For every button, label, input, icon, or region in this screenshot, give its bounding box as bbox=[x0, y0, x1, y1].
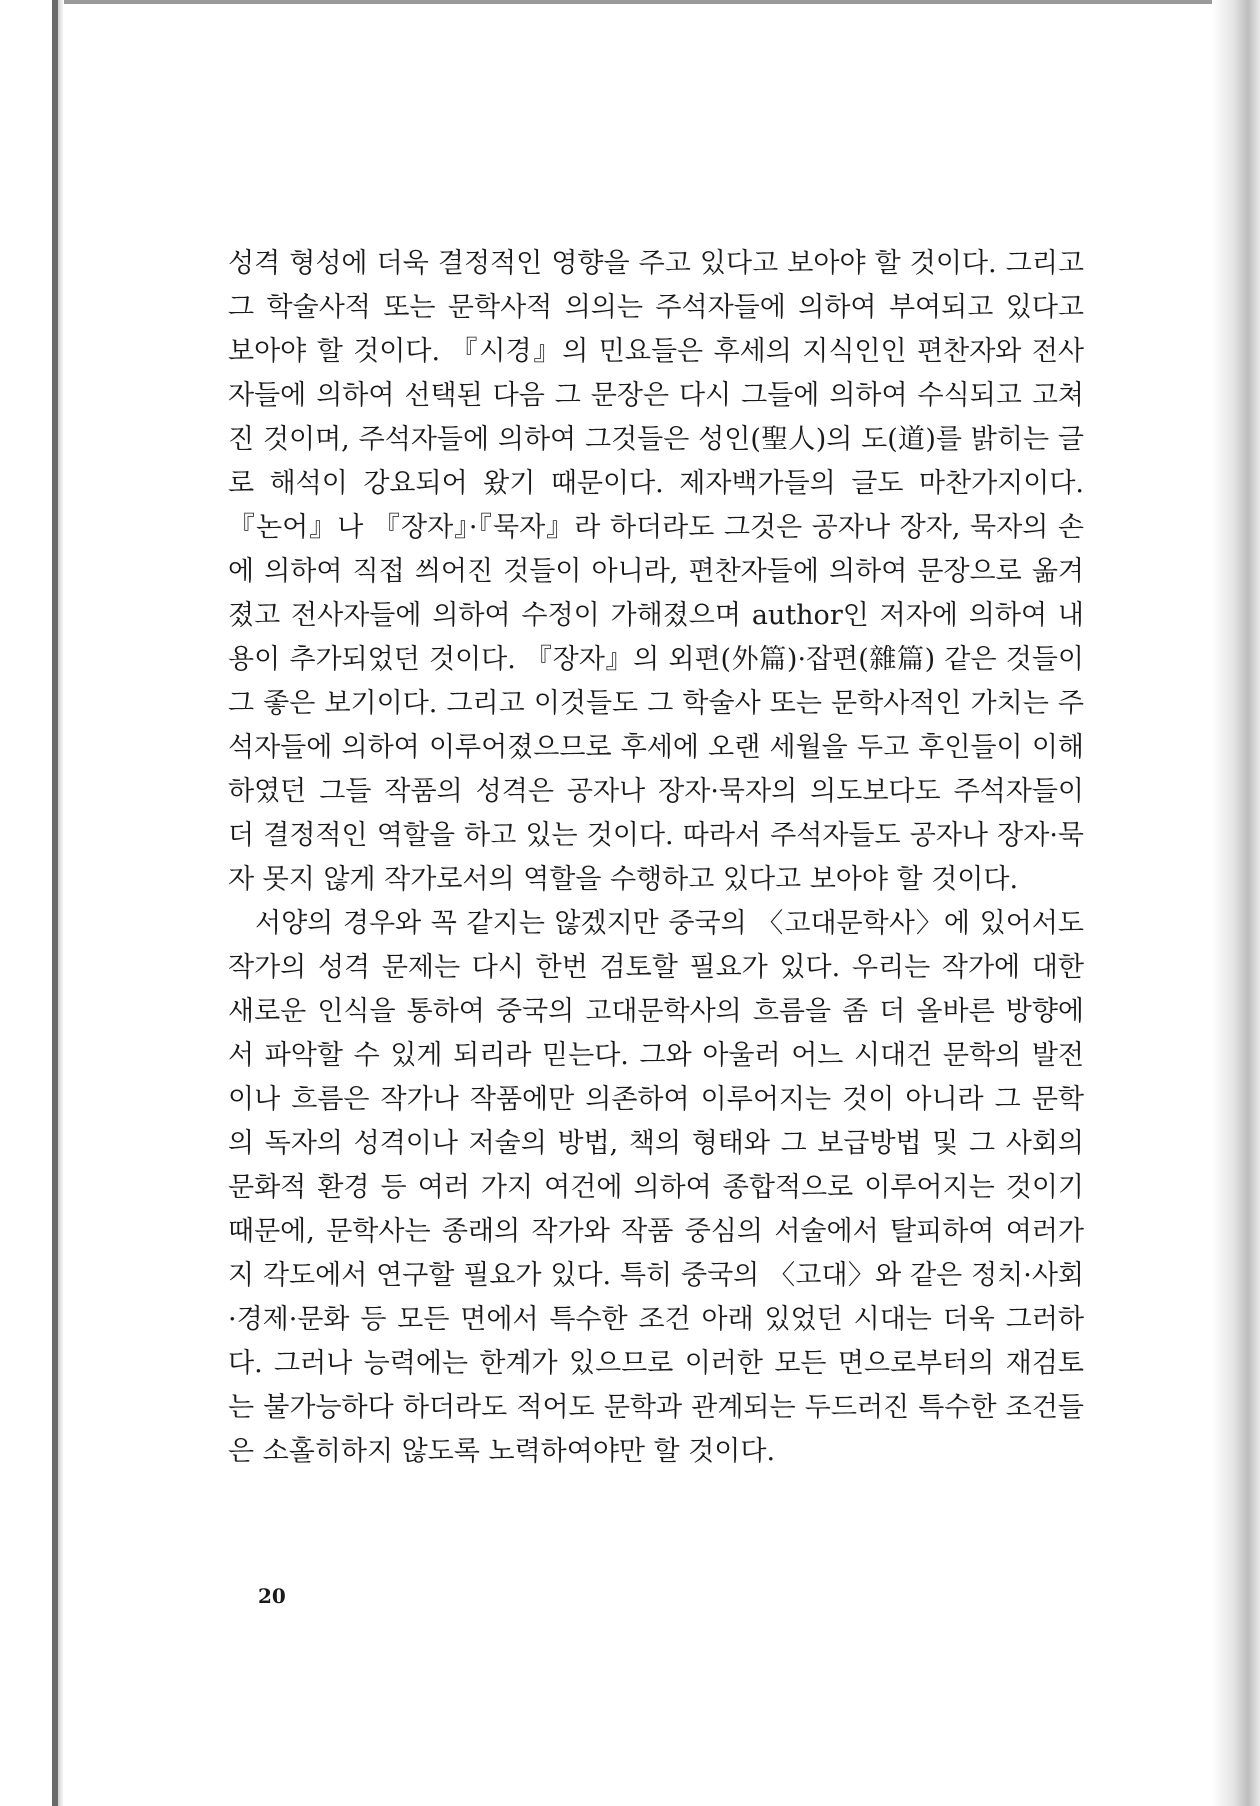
page-left-shadow bbox=[58, 0, 64, 1806]
page-right-edge-shadow bbox=[1212, 0, 1260, 1806]
body-text bbox=[228, 242, 1084, 1474]
page-top-edge bbox=[52, 0, 1252, 4]
page-number: 20 bbox=[258, 1584, 286, 1608]
paragraph-new: 서양의 경우와 꼭 같지는 않겠지만 중국의 〈고대문학사〉에 있어서도 작가의 성격 문제는 다시 한번 검토할 필요가 있다. 우리는 작가에 대한 새로운 인식을 통하여 중국의 고대문학사의 흐름을 좀 더 올바른 방향에서 파악할 수 있게 되리라 믿는다. 그와 아울러 어느 시대건 문학의 발전이나 흐름은 작가나 작품에만 의존하여 이루어지는 것이 아니라 그 문학의 독자의 성격이나 저술의 방법, 책의 형태와 그 보급방법 및 그 사회의 문화적 환경 등 여러 가지 여건에 의하여 종합적으로 이루어지는 것이기 때문에, 문학사는 종래의 작가와 작품 중심의 서술에서 탈피하여 여러가지 각도에서 연구할 필요가 있다. 특히 중국의 〈고대〉와 같은 정치·사회·경제·문화 등 모든 면에서 특수한 조건 아래 있었던 시대는 더욱 그러하다. 그러나 능력에는 한계가 있으므로 이러한 모든 면으로부터의 재검토는 불가능하다 하더라도 적어도 문학과 관계되는 두드러진 특수한 조건들은 소홀히하지 않도록 노력하여야만 할 것이다. bbox=[228, 908, 1084, 1467]
paragraph-continued: 성격 형성에 더욱 결정적인 영향을 주고 있다고 보아야 할 것이다. 그리고 그 학술사적 또는 문학사적 의의는 주석자들에 의하여 부여되고 있다고 보아야 할 것이다. 『시경』의 민요들은 후세의 지식인인 편찬자와 전사자들에 의하여 선택된 다음 그 문장은 다시 그들에 의하여 수식되고 고쳐진 것이며, 주석자들에 의하여 그것들은 성인(聖人)의 도(道)를 밝히는 글로 해석이 강요되어 왔기 때문이다. 제자백가들의 글도 마찬가지이다. 『논어』나 『장자』·『묵자』라 하더라도 그것은 공자나 장자, 묵자의 손에 의하여 직접 씌어진 것들이 아니라, 편찬자들에 의하여 문장으로 옮겨졌고 전사자들에 의하여 수정이 가해졌으며 author인 저자에 의하여 내용이 추가되었던 것이다. 『장자』의 외편(外篇)·잡편(雜篇) 같은 것들이 그 좋은 보기이다. 그리고 이것들도 그 학술사 또는 문학사적인 가치는 주석자들에 의하여 이루어졌으므로 후세에 오랜 세월을 두고 후인들이 이해하였던 그들 작품의 성격은 공자나 장자·묵자의 의도보다도 주석자들이 더 결정적인 역할을 하고 있는 것이다. 따라서 주석자들도 공자나 장자·묵자 못지 않게 작가로서의 역할을 수행하고 있다고 보아야 할 것이다. bbox=[228, 248, 1084, 895]
